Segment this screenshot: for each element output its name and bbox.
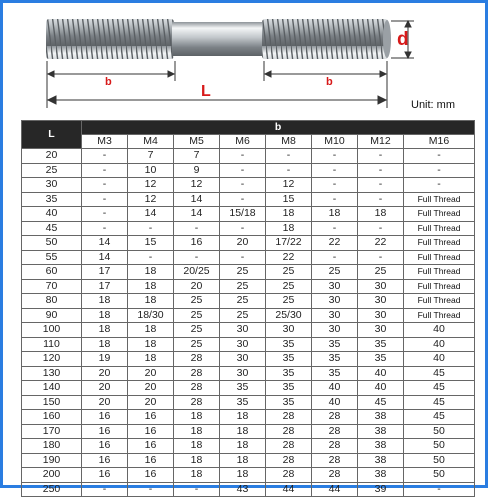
table-row xyxy=(22,366,475,381)
length-cell: 70 xyxy=(22,279,82,294)
thread-length-cell: - xyxy=(312,250,358,265)
stud-bolt-image xyxy=(46,19,391,59)
thread-length-cell: 35 xyxy=(220,395,266,410)
thread-length-cell: 18 xyxy=(128,323,174,338)
thread-length-cell: 30 xyxy=(266,323,312,338)
table-body xyxy=(22,149,475,497)
table-row xyxy=(22,207,475,222)
table-row xyxy=(22,178,475,193)
thread-length-cell: 28 xyxy=(266,468,312,483)
thread-length-cell: 30 xyxy=(358,294,404,309)
thread-length-cell: 28 xyxy=(312,439,358,454)
thread-length-cell: 30 xyxy=(220,366,266,381)
thread-length-cell: 38 xyxy=(358,410,404,425)
thread-length-cell: - xyxy=(82,149,128,164)
thread-length-cell: 12 xyxy=(174,178,220,193)
table-row xyxy=(22,163,475,178)
thread-length-cell: Full Thread xyxy=(404,207,475,222)
thread-length-cell: Full Thread xyxy=(404,236,475,251)
length-cell: 35 xyxy=(22,192,82,207)
thread-length-cell: Full Thread xyxy=(404,221,475,236)
thread-length-cell: 35 xyxy=(220,381,266,396)
length-cell: 50 xyxy=(22,236,82,251)
thread-length-cell: 25 xyxy=(220,294,266,309)
thread-length-cell: - xyxy=(220,250,266,265)
thread-length-left-label: b xyxy=(105,76,112,88)
table-row xyxy=(22,149,475,164)
diameter-label: d xyxy=(397,29,409,50)
thread-length-cell: - xyxy=(266,149,312,164)
thread-length-cell: 20 xyxy=(128,381,174,396)
thread-length-cell: Full Thread xyxy=(404,250,475,265)
thread-length-cell: 28 xyxy=(312,410,358,425)
thread-length-cell: - xyxy=(220,178,266,193)
thread-length-cell: - xyxy=(128,250,174,265)
thread-length-cell: 18 xyxy=(82,323,128,338)
thread-length-cell: 35 xyxy=(266,381,312,396)
thread-length-cell: 28 xyxy=(312,453,358,468)
thread-length-cell: 39 xyxy=(358,482,404,497)
thread-length-cell: 15 xyxy=(266,192,312,207)
thread-length-cell: - xyxy=(358,221,404,236)
thread-length-cell: 25 xyxy=(312,265,358,280)
thread-length-cell: 16 xyxy=(82,468,128,483)
thread-length-cell: 18 xyxy=(174,453,220,468)
thread-length-cell: Full Thread xyxy=(404,192,475,207)
table-row xyxy=(22,308,475,323)
thread-length-cell: 18 xyxy=(220,453,266,468)
thread-length-cell: 20 xyxy=(82,366,128,381)
thread-length-cell: 45 xyxy=(404,381,475,396)
thread-length-cell: - xyxy=(312,192,358,207)
table-row xyxy=(22,236,475,251)
thread-length-cell: 45 xyxy=(358,395,404,410)
thread-length-cell: - xyxy=(358,163,404,178)
length-cell: 55 xyxy=(22,250,82,265)
thread-length-cell: 38 xyxy=(358,468,404,483)
thread-length-cell: - xyxy=(220,149,266,164)
size-header-m16: M16 xyxy=(404,135,475,149)
length-cell: 30 xyxy=(22,178,82,193)
thread-length-cell: - xyxy=(404,149,475,164)
thread-length-cell: 16 xyxy=(128,468,174,483)
thread-length-cell: 10 xyxy=(128,163,174,178)
thread-length-cell: 20 xyxy=(128,366,174,381)
size-header-row xyxy=(22,135,475,149)
thread-length-cell: 20 xyxy=(174,279,220,294)
length-cell: 25 xyxy=(22,163,82,178)
thread-length-cell: 50 xyxy=(404,453,475,468)
thread-length-cell: 25 xyxy=(174,337,220,352)
thread-length-cell: 18 xyxy=(128,279,174,294)
thread-length-cell: 16 xyxy=(174,236,220,251)
thread-length-cell: 17 xyxy=(82,279,128,294)
size-header-m6: M6 xyxy=(220,135,266,149)
thread-length-cell: 16 xyxy=(82,410,128,425)
thread-length-cell: 43 xyxy=(220,482,266,497)
thread-length-cell: Full Thread xyxy=(404,308,475,323)
thread-length-cell: 25 xyxy=(174,308,220,323)
thread-length-cell: 35 xyxy=(266,337,312,352)
thread-length-cell: 20/25 xyxy=(174,265,220,280)
length-cell: 90 xyxy=(22,308,82,323)
length-cell: 180 xyxy=(22,439,82,454)
thread-length-cell: 30 xyxy=(358,308,404,323)
thread-length-cell: 30 xyxy=(220,352,266,367)
thread-length-cell: 12 xyxy=(128,192,174,207)
thread-length-cell: 12 xyxy=(266,178,312,193)
thread-length-cell: 7 xyxy=(174,149,220,164)
table-row xyxy=(22,482,475,497)
total-length-label: L xyxy=(201,83,211,100)
table-row xyxy=(22,468,475,483)
thread-length-cell: - xyxy=(312,149,358,164)
thread-length-cell: 45 xyxy=(404,395,475,410)
thread-length-cell: 16 xyxy=(128,424,174,439)
table-row xyxy=(22,323,475,338)
thread-length-cell: 28 xyxy=(312,424,358,439)
thread-length-cell: 35 xyxy=(358,352,404,367)
length-cell: 140 xyxy=(22,381,82,396)
thread-length-cell: - xyxy=(404,482,475,497)
thread-length-cell: 16 xyxy=(82,439,128,454)
thread-length-cell: 14 xyxy=(174,192,220,207)
stud-bolt-size-table xyxy=(21,120,475,497)
length-cell: 190 xyxy=(22,453,82,468)
thread-length-cell: 14 xyxy=(82,236,128,251)
thread-length-cell: 18 xyxy=(220,410,266,425)
thread-length-cell: 28 xyxy=(174,352,220,367)
thread-length-cell: - xyxy=(358,149,404,164)
length-cell: 100 xyxy=(22,323,82,338)
length-cell: 250 xyxy=(22,482,82,497)
thread-length-cell: - xyxy=(174,250,220,265)
thread-length-cell: 18 xyxy=(266,207,312,222)
thread-length-group-header: b xyxy=(82,121,475,135)
length-cell: 60 xyxy=(22,265,82,280)
thread-length-cell: 35 xyxy=(266,395,312,410)
thread-length-cell: 50 xyxy=(404,424,475,439)
thread-length-cell: 18 xyxy=(174,424,220,439)
thread-length-cell: 28 xyxy=(312,468,358,483)
thread-length-cell: - xyxy=(312,178,358,193)
thread-length-cell: - xyxy=(82,163,128,178)
table-row xyxy=(22,294,475,309)
thread-length-cell: 18 xyxy=(128,265,174,280)
thread-length-cell: 25 xyxy=(174,323,220,338)
thread-length-cell: - xyxy=(312,163,358,178)
thread-length-cell: 40 xyxy=(312,395,358,410)
thread-length-cell: 38 xyxy=(358,439,404,454)
thread-length-cell: 30 xyxy=(312,323,358,338)
thread-length-cell: - xyxy=(266,163,312,178)
thread-length-cell: 30 xyxy=(358,323,404,338)
thread-length-cell: 16 xyxy=(128,453,174,468)
thread-length-cell: 18 xyxy=(82,294,128,309)
thread-length-cell: - xyxy=(82,192,128,207)
thread-length-cell: - xyxy=(82,482,128,497)
thread-length-cell: 25 xyxy=(174,294,220,309)
thread-length-cell: 18 xyxy=(220,439,266,454)
length-cell: 120 xyxy=(22,352,82,367)
thread-length-cell: 30 xyxy=(220,323,266,338)
thread-length-cell: 18 xyxy=(220,424,266,439)
thread-length-cell: 20 xyxy=(220,236,266,251)
thread-length-cell: 30 xyxy=(358,279,404,294)
thread-length-cell: 30 xyxy=(312,308,358,323)
table-row xyxy=(22,250,475,265)
table-row xyxy=(22,265,475,280)
thread-length-cell: 25 xyxy=(266,294,312,309)
thread-length-cell: 12 xyxy=(128,178,174,193)
thread-length-cell: 18 xyxy=(358,207,404,222)
length-cell: 130 xyxy=(22,366,82,381)
thread-length-cell: 18 xyxy=(266,221,312,236)
length-cell: 40 xyxy=(22,207,82,222)
size-header-m12: M12 xyxy=(358,135,404,149)
thread-length-cell: 25/30 xyxy=(266,308,312,323)
thread-length-cell: 16 xyxy=(82,453,128,468)
thread-length-cell: 35 xyxy=(312,337,358,352)
thread-length-cell: 18 xyxy=(312,207,358,222)
thread-length-cell: 25 xyxy=(220,279,266,294)
thread-length-cell: 30 xyxy=(312,279,358,294)
thread-length-cell: 18 xyxy=(82,308,128,323)
thread-length-cell: 35 xyxy=(312,352,358,367)
thread-length-cell: 40 xyxy=(404,323,475,338)
thread-length-cell: 40 xyxy=(404,337,475,352)
length-cell: 200 xyxy=(22,468,82,483)
thread-length-cell: 15/18 xyxy=(220,207,266,222)
thread-length-cell: 35 xyxy=(266,366,312,381)
table-row xyxy=(22,279,475,294)
thread-length-cell: 25 xyxy=(358,265,404,280)
table-row xyxy=(22,439,475,454)
length-cell: 150 xyxy=(22,395,82,410)
thread-length-cell: 30 xyxy=(220,337,266,352)
thread-length-cell: 22 xyxy=(358,236,404,251)
thread-length-cell: 7 xyxy=(128,149,174,164)
thread-length-cell: 35 xyxy=(312,366,358,381)
thread-length-cell: 16 xyxy=(82,424,128,439)
thread-length-cell: 9 xyxy=(174,163,220,178)
thread-length-cell: 28 xyxy=(266,424,312,439)
thread-length-cell: 40 xyxy=(358,366,404,381)
size-header-m4: M4 xyxy=(128,135,174,149)
thread-length-cell: 16 xyxy=(128,410,174,425)
thread-length-cell: 45 xyxy=(404,366,475,381)
thread-length-cell: 18 xyxy=(128,294,174,309)
length-cell: 80 xyxy=(22,294,82,309)
thread-length-cell: 40 xyxy=(404,352,475,367)
thread-length-cell: - xyxy=(358,250,404,265)
length-cell: 110 xyxy=(22,337,82,352)
thread-length-cell: 14 xyxy=(174,207,220,222)
thread-length-cell: - xyxy=(404,163,475,178)
thread-length-cell: 19 xyxy=(82,352,128,367)
thread-length-cell: 17/22 xyxy=(266,236,312,251)
thread-length-cell: Full Thread xyxy=(404,279,475,294)
thread-length-cell: 25 xyxy=(220,308,266,323)
thread-length-cell: 35 xyxy=(358,337,404,352)
thread-length-cell: 18/30 xyxy=(128,308,174,323)
thread-length-cell: 44 xyxy=(312,482,358,497)
thread-length-cell: 15 xyxy=(128,236,174,251)
size-header-m10: M10 xyxy=(312,135,358,149)
unit-note: Unit: mm xyxy=(411,99,455,111)
thread-length-cell: 40 xyxy=(358,381,404,396)
thread-length-cell: Full Thread xyxy=(404,294,475,309)
size-header-m5: M5 xyxy=(174,135,220,149)
thread-length-cell: 22 xyxy=(266,250,312,265)
thread-length-cell: 25 xyxy=(266,279,312,294)
thread-length-cell: - xyxy=(174,482,220,497)
thread-length-cell: 28 xyxy=(174,395,220,410)
length-column-header: L xyxy=(22,121,82,149)
thread-length-cell: 20 xyxy=(82,395,128,410)
thread-length-cell: 20 xyxy=(128,395,174,410)
thread-length-cell: 28 xyxy=(266,410,312,425)
thread-length-right-label: b xyxy=(326,76,333,88)
thread-length-cell: 28 xyxy=(174,381,220,396)
thread-length-cell: - xyxy=(82,207,128,222)
thread-length-cell: 38 xyxy=(358,424,404,439)
thread-length-cell: 35 xyxy=(266,352,312,367)
table-row xyxy=(22,337,475,352)
thread-length-cell: - xyxy=(128,482,174,497)
thread-length-cell: - xyxy=(358,178,404,193)
thread-length-cell: 22 xyxy=(312,236,358,251)
thread-length-cell: 18 xyxy=(128,352,174,367)
table-row xyxy=(22,424,475,439)
length-cell: 160 xyxy=(22,410,82,425)
thread-length-cell: 45 xyxy=(404,410,475,425)
thread-length-cell: - xyxy=(174,221,220,236)
thread-length-cell: - xyxy=(82,221,128,236)
thread-length-cell: 18 xyxy=(220,468,266,483)
thread-length-cell: - xyxy=(220,221,266,236)
thread-length-cell: 16 xyxy=(128,439,174,454)
thread-length-cell: 17 xyxy=(82,265,128,280)
table-row xyxy=(22,192,475,207)
thread-length-cell: 50 xyxy=(404,468,475,483)
thread-length-cell: 25 xyxy=(266,265,312,280)
size-header-m3: M3 xyxy=(82,135,128,149)
length-cell: 20 xyxy=(22,149,82,164)
thread-length-cell: 18 xyxy=(174,439,220,454)
thread-length-cell: 38 xyxy=(358,453,404,468)
length-cell: 45 xyxy=(22,221,82,236)
thread-length-cell: - xyxy=(358,192,404,207)
thread-length-cell: 14 xyxy=(82,250,128,265)
table-row xyxy=(22,395,475,410)
thread-length-cell: 30 xyxy=(312,294,358,309)
thread-length-cell: Full Thread xyxy=(404,265,475,280)
table-row xyxy=(22,410,475,425)
thread-length-cell: 25 xyxy=(220,265,266,280)
thread-length-cell: 28 xyxy=(266,439,312,454)
thread-length-cell: 20 xyxy=(82,381,128,396)
thread-length-cell: - xyxy=(220,192,266,207)
thread-length-cell: - xyxy=(312,221,358,236)
thread-length-cell: 44 xyxy=(266,482,312,497)
thread-length-cell: 18 xyxy=(82,337,128,352)
size-header-m8: M8 xyxy=(266,135,312,149)
thread-length-cell: - xyxy=(220,163,266,178)
thread-length-cell: - xyxy=(82,178,128,193)
thread-length-cell: - xyxy=(128,221,174,236)
table-row xyxy=(22,352,475,367)
thread-length-cell: 18 xyxy=(128,337,174,352)
thread-length-cell: 14 xyxy=(128,207,174,222)
thread-length-cell: 40 xyxy=(312,381,358,396)
thread-length-cell: 50 xyxy=(404,439,475,454)
table-row xyxy=(22,221,475,236)
length-cell: 170 xyxy=(22,424,82,439)
thread-length-cell: 28 xyxy=(266,453,312,468)
thread-length-cell: 18 xyxy=(174,410,220,425)
thread-length-cell: - xyxy=(404,178,475,193)
table-row xyxy=(22,453,475,468)
thread-length-cell: 18 xyxy=(174,468,220,483)
table-row xyxy=(22,381,475,396)
thread-length-cell: 28 xyxy=(174,366,220,381)
